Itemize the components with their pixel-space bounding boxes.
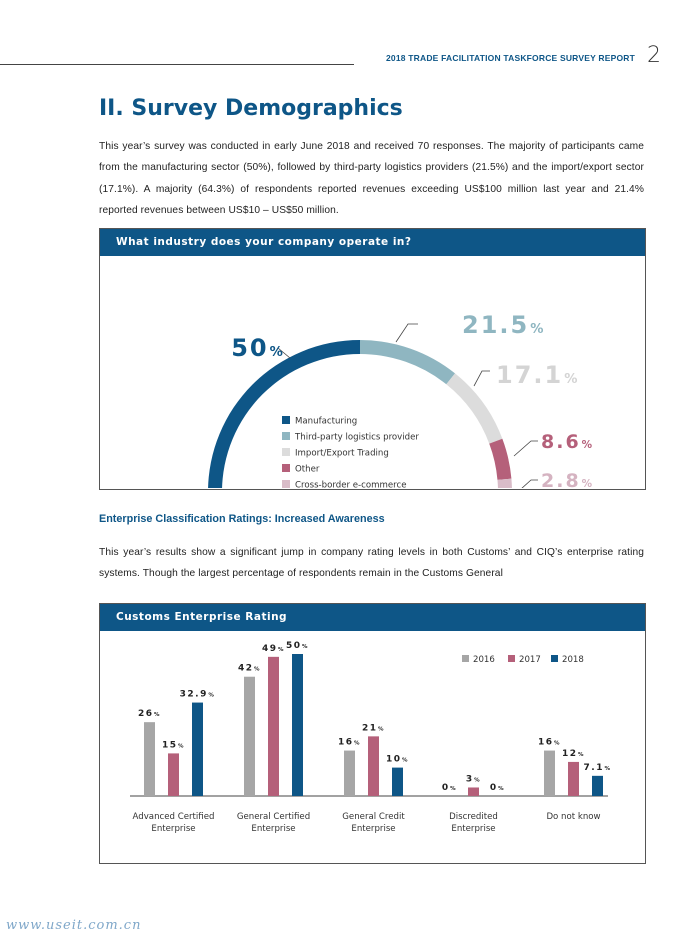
bar-2-2018 (392, 768, 403, 796)
page-number: 2 (647, 43, 661, 68)
bar-legend-swatch-2017 (508, 655, 515, 662)
category-label-2-1: Enterprise (351, 824, 396, 834)
industry-chart-panel (99, 228, 646, 490)
donut-slice-2 (446, 373, 502, 443)
bar-label-3-2016: 0% (441, 783, 458, 793)
donut-leader-1 (396, 324, 418, 342)
bar-4-2018 (592, 776, 603, 796)
legend-label-2: Import/Export Trading (295, 448, 389, 459)
subsection-paragraph: This year’s results show a significant jump in company rating levels in both Customs’ and CIQ’s enterprise rating systems. Though the largest percentage of respondents remain in the Customs General (99, 547, 644, 580)
industry-donut-chart (100, 256, 645, 488)
donut-leader-3 (514, 441, 538, 456)
bar-label-1-2017: 49% (261, 643, 286, 654)
legend-label-4: Cross-border e-commerce (295, 480, 407, 488)
bar-label-3-2017: 3% (465, 774, 482, 785)
bar-label-0-2017: 15% (161, 740, 186, 751)
watermark: www.useit.com.cn (6, 918, 142, 933)
bar-0-2016 (144, 722, 155, 796)
bar-2-2017 (368, 736, 379, 796)
donut-label-1: 21.5% (462, 311, 546, 339)
legend-label-0: Manufacturing (295, 416, 358, 427)
bar-3-2017 (468, 787, 479, 796)
bar-1-2016 (244, 677, 255, 796)
legend-label-3: Other (295, 464, 320, 475)
legend-swatch-0 (282, 416, 290, 424)
legend-swatch-3 (282, 464, 290, 472)
donut-slice-3 (489, 439, 511, 480)
donut-label-2: 17.1% (496, 361, 580, 389)
bar-label-0-2016: 26% (137, 709, 162, 720)
header-rule (0, 64, 354, 65)
donut-leader-2 (474, 371, 490, 386)
category-label-1-1: Enterprise (251, 824, 296, 834)
bar-label-4-2017: 12% (561, 748, 586, 759)
legend-swatch-2 (282, 448, 290, 456)
intro-paragraph: This year’s survey was conducted in early June 2018 and received 70 responses. The majority of participants came from the manufacturing sector (50%), followed by third-party logistics providers (21.5%) and the import/export sector (17.1%). A majority (64.3%) of respondents reported revenues exceeding US$100 million last year and 21.4% reported revenues between US$10 – US$50 million. (99, 141, 644, 216)
bar-label-4-2016: 16% (537, 737, 562, 748)
industry-chart-title: What industry does your company operate in? (100, 229, 645, 256)
category-label-2-0: General Credit (342, 812, 405, 822)
subsection-title: Enterprise Classification Ratings: Increased Awareness (99, 513, 385, 525)
bar-label-2-2016: 16% (337, 737, 362, 748)
bar-label-4-2018: 7.1% (583, 762, 612, 773)
bar-4-2016 (544, 751, 555, 796)
rating-bar-chart (100, 631, 645, 862)
bar-legend-label-2017: 2017 (519, 655, 541, 665)
rating-chart-title: Customs Enterprise Rating (100, 604, 645, 631)
bar-label-0-2018: 32.9% (179, 689, 216, 700)
bar-1-2017 (268, 657, 279, 796)
legend-label-1: Third-party logistics provider (295, 432, 419, 443)
bar-0-2017 (168, 753, 179, 796)
bar-legend-swatch-2016 (462, 655, 469, 662)
category-label-0-0: Advanced Certified (132, 812, 215, 822)
donut-leader-4 (521, 480, 538, 488)
bar-legend-label-2016: 2016 (473, 655, 495, 665)
bar-label-1-2018: 50% (285, 641, 310, 651)
rating-chart-panel (99, 603, 646, 864)
legend-swatch-1 (282, 432, 290, 440)
donut-label-3: 8.6% (541, 431, 595, 453)
category-label-1-0: General Certified (236, 812, 311, 822)
donut-label-4: 2.8% (541, 470, 595, 488)
legend-swatch-4 (282, 480, 290, 488)
category-label-4-0: Do not know (546, 812, 601, 822)
bar-2-2016 (344, 751, 355, 796)
category-label-3-1: Enterprise (451, 824, 496, 834)
section-title: II. Survey Demographics (99, 96, 403, 121)
category-label-3-0: Discredited (449, 812, 498, 822)
bar-legend-swatch-2018 (551, 655, 558, 662)
bar-label-2-2017: 21% (361, 723, 386, 734)
bar-label-2-2018: 10% (385, 754, 410, 765)
bar-legend-label-2018: 2018 (562, 655, 584, 665)
donut-label-0: 50% (231, 334, 285, 362)
donut-slice-1 (360, 340, 455, 384)
bar-1-2018 (292, 654, 303, 796)
report-title: 2018 TRADE FACILITATION TASKFORCE SURVEY REPORT (386, 53, 636, 63)
category-label-0-1: Enterprise (151, 824, 196, 834)
donut-slice-4 (497, 479, 512, 488)
bar-label-3-2018: 0% (489, 783, 506, 793)
bar-label-1-2016: 42% (237, 663, 262, 674)
bar-4-2017 (568, 762, 579, 796)
bar-0-2018 (192, 703, 203, 796)
